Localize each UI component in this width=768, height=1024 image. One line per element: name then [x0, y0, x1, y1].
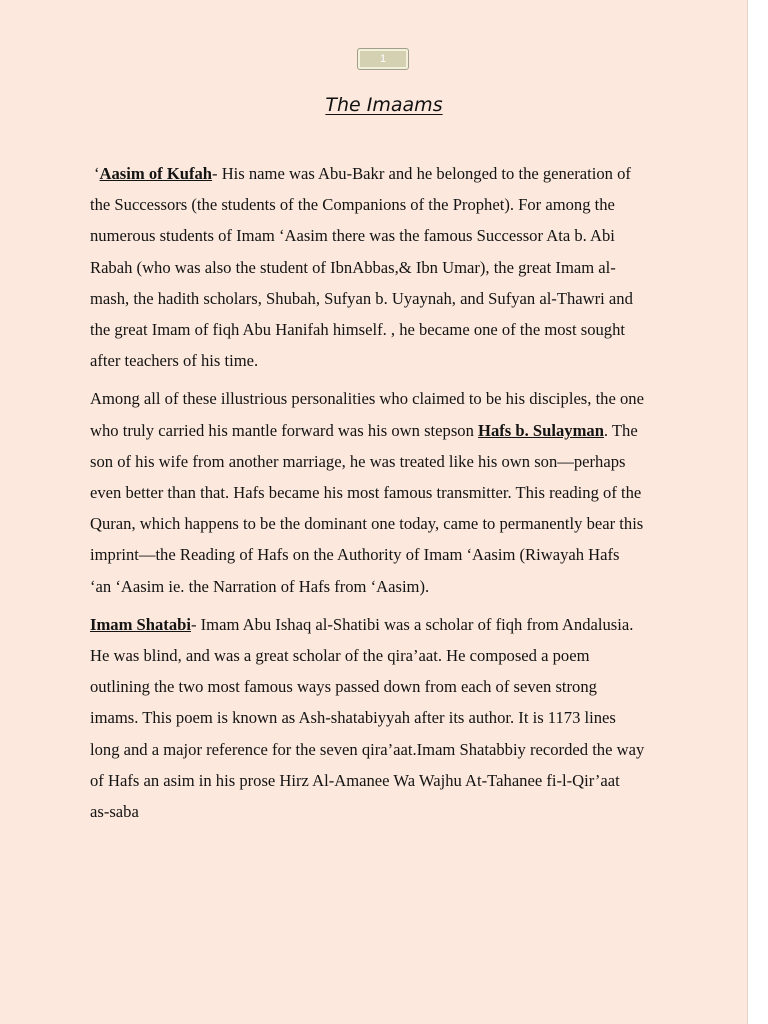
text-line	[90, 415, 670, 446]
text-line: imams. This poem is known as Ash-shatabiyyah after its author. It is 1173 lines	[90, 708, 616, 728]
opening-quote: ‘	[94, 164, 100, 183]
text-line: as-saba	[90, 802, 139, 822]
text-line: long and a major reference for the seven qira’aat.Imam Shatabbiy recorded the way	[90, 739, 645, 759]
text-line: imprint—the Reading of Hafs on the Authority of Imam ‘Aasim (Riwayah Hafs	[90, 545, 620, 565]
page-number: 1	[357, 48, 409, 70]
paragraph-hafs	[90, 383, 670, 601]
text-line: ‘an ‘Aasim ie. the Narration of Hafs from ‘Aasim).	[90, 576, 430, 596]
text-line: outlining the two most famous ways passed down from each of seven strong	[90, 677, 597, 697]
text-line: mash, the hadith scholars, Shubah, Sufyan b. Uyaynah, and Sufyan al-Thawri and	[90, 288, 633, 308]
text-line: of Hafs an asim in his prose Hirz Al-Amanee Wa Wajhu At-Tahanee fi-l-Qir’aat	[90, 770, 620, 790]
text-line: the great Imam of fiqh Abu Hanifah himself. , he became one of the most sought	[90, 320, 626, 340]
name-hafs-b-sulayman: Hafs b. Sulayman	[478, 420, 604, 440]
line-text: who truly carried his mantle forward was his own stepson	[90, 420, 474, 440]
text-line: He was blind, and was a great scholar of the qira’aat. He composed a poem	[90, 646, 590, 666]
text-line: the Successors (the students of the Companions of the Prophet). For among the	[90, 195, 615, 215]
document-body	[90, 158, 670, 834]
paragraph-shatabi	[90, 609, 670, 827]
paragraph-aasim	[90, 158, 670, 376]
text-line: Among all of these illustrious personalities who claimed to be his disciples, the one	[90, 389, 644, 409]
line-text: - His name was Abu-Bakr and he belonged to the generation of	[212, 164, 631, 183]
line-suffix: . The	[603, 420, 638, 440]
line-text: - Imam Abu Ishaq al-Shatibi was a scholar of fiqh from Andalusia.	[190, 614, 634, 634]
text-line: Rabah (who was also the student of IbnAbbas,& Ibn Umar), the great Imam al-	[90, 257, 616, 277]
text-line: numerous students of Imam ‘Aasim there was the famous Successor Ata b. Abi	[90, 226, 615, 246]
text-line	[90, 609, 670, 640]
page-title: The Imaams	[325, 94, 443, 116]
text-line: Quran, which happens to be the dominant one today, came to permanently bear this	[90, 514, 644, 534]
text-line	[90, 158, 670, 189]
text-line: even better than that. Hafs became his most famous transmitter. This reading of the	[90, 483, 642, 503]
name-aasim-of-kufah: Aasim of Kufah	[99, 164, 213, 183]
text-line: son of his wife from another marriage, he was treated like his own son—perhaps	[90, 451, 626, 471]
text-line: after teachers of his time.	[90, 351, 259, 371]
name-imam-shatabi: Imam Shatabi	[90, 614, 191, 634]
